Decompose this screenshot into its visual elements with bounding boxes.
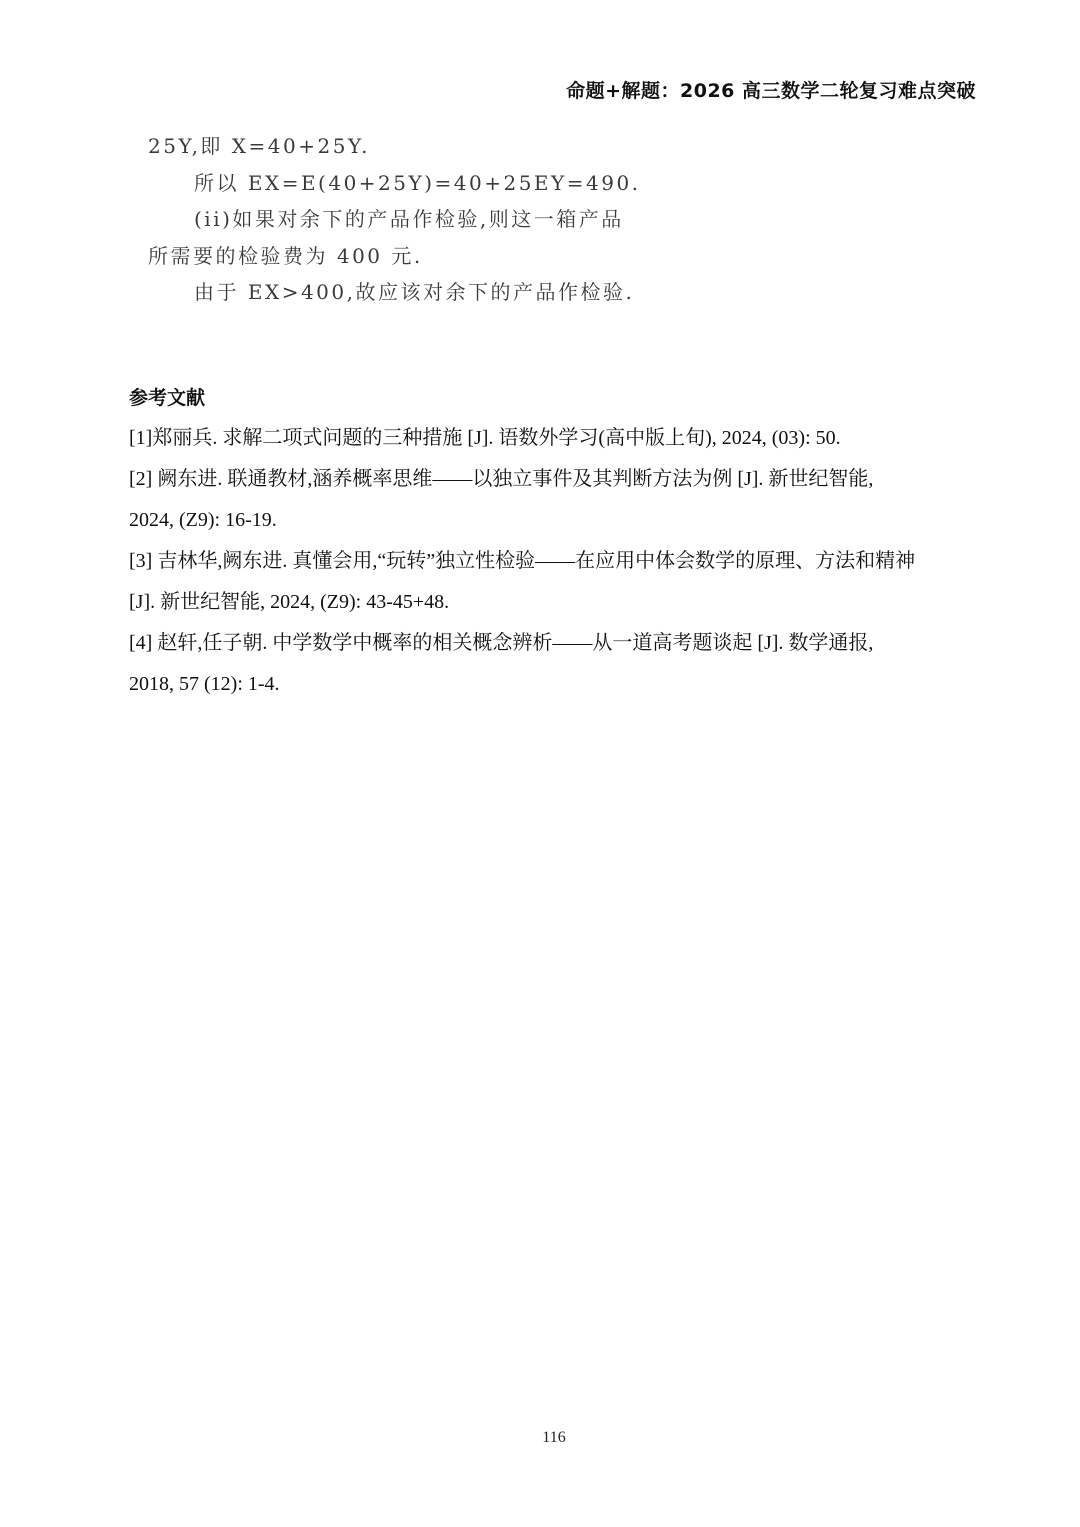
references-section bbox=[129, 378, 979, 705]
reference-line: [4] 赵轩,任子朝. 中学数学中概率的相关概念辨析——从一道高考题谈起 [J]. 数学通报, bbox=[129, 632, 874, 654]
running-header: 命题+解题：2026 高三数学二轮复习难点突破 bbox=[566, 80, 976, 102]
reference-item bbox=[129, 541, 979, 623]
reference-line: [J]. 新世纪智能, 2024, (Z9): 43-45+48. bbox=[129, 591, 450, 613]
references-heading: 参考文献 bbox=[129, 387, 206, 409]
solution-line: 25Y,即 X=40+25Y. bbox=[148, 134, 370, 158]
reference-line: [2] 阙东进. 联通教材,涵养概率思维——以独立事件及其判断方法为例 [J]. 新世纪智能, bbox=[129, 468, 874, 490]
reference-line: [3] 吉林华,阙东进. 真懂会用,“玩转”独立性检验——在应用中体会数学的原理、方法和精神 bbox=[129, 550, 916, 572]
solution-line: 所以 EX=E(40+25Y)=40+25EY=490. bbox=[194, 170, 641, 195]
reference-line: 2024, (Z9): 16-19. bbox=[129, 509, 277, 531]
page-number: 116 bbox=[542, 1429, 566, 1446]
reference-item bbox=[129, 418, 979, 459]
solution-line: (ii)如果对余下的产品作检验,则这一箱产品 bbox=[194, 207, 624, 231]
solution-line: 由于 EX>400,故应该对余下的产品作检验. bbox=[194, 280, 635, 304]
reference-item bbox=[129, 623, 979, 705]
solution-line: 所需要的检验费为 400 元. bbox=[148, 243, 423, 268]
reference-line: [1]郑丽兵. 求解二项式问题的三种措施 [J]. 语数外学习(高中版上旬), 2024, (03): 50. bbox=[129, 427, 841, 449]
reference-item bbox=[129, 459, 979, 541]
reference-line: 2018, 57 (12): 1-4. bbox=[129, 673, 280, 695]
scanned-solution-excerpt bbox=[148, 128, 708, 311]
